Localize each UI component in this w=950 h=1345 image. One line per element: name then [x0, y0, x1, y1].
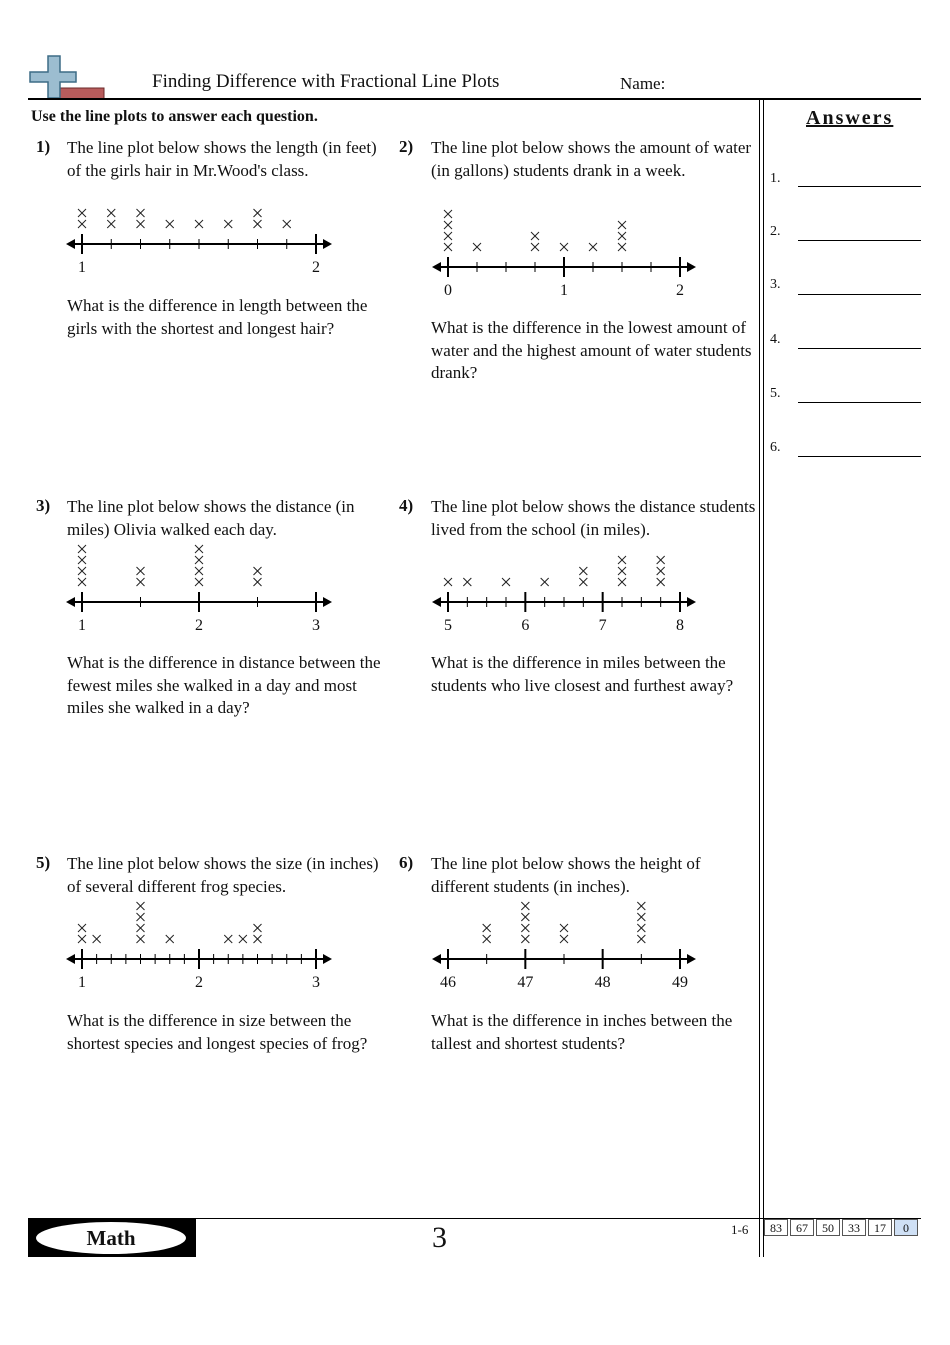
x-mark [483, 935, 491, 943]
x-mark [137, 902, 145, 910]
score-cell: 50 [816, 1219, 840, 1236]
tick-label: 2 [312, 259, 320, 276]
x-mark [166, 935, 174, 943]
x-mark [254, 567, 262, 575]
x-mark [254, 578, 262, 586]
left-arrow-icon [66, 597, 75, 607]
x-mark [444, 578, 452, 586]
tick-label: 2 [195, 974, 203, 991]
x-mark [78, 935, 86, 943]
x-mark [444, 243, 452, 251]
score-cell: 33 [842, 1219, 866, 1236]
question-ask-4: What is the difference in miles between the students who live closest and furthest away? [431, 653, 734, 695]
x-mark [531, 243, 539, 251]
question-text-5: The line plot below shows the size (in inches) of several different frog species. [67, 854, 379, 896]
x-mark [521, 935, 529, 943]
answer-label-6: 6. [770, 440, 781, 455]
x-mark [657, 567, 665, 575]
tick-label: 1 [78, 974, 86, 991]
x-mark [618, 243, 626, 251]
line-plot-3 [64, 538, 344, 638]
x-mark [254, 220, 262, 228]
question-number-6: 6) [399, 853, 414, 872]
x-mark [254, 924, 262, 932]
x-mark [78, 578, 86, 586]
tick-label: 1 [78, 259, 86, 276]
right-arrow-icon [687, 954, 696, 964]
x-mark [637, 924, 645, 932]
score-cell: 83 [764, 1219, 788, 1236]
question-ask-1: What is the difference in length between the girls with the shortest and longest hair? [67, 296, 368, 338]
x-mark [78, 567, 86, 575]
right-arrow-icon [323, 597, 332, 607]
x-mark [618, 578, 626, 586]
x-mark [107, 209, 115, 217]
answer-column-divider [759, 100, 760, 1257]
tick-label: 5 [444, 617, 452, 634]
score-cell: 17 [868, 1219, 892, 1236]
x-mark [195, 220, 203, 228]
x-mark [78, 209, 86, 217]
right-arrow-icon [687, 262, 696, 272]
x-mark [657, 578, 665, 586]
x-mark [637, 913, 645, 921]
x-mark [93, 935, 101, 943]
x-mark [224, 935, 232, 943]
left-arrow-icon [432, 597, 441, 607]
x-mark [444, 232, 452, 240]
instructions: Use the line plots to answer each question. [31, 108, 318, 125]
math-logo-text: Math [36, 1222, 186, 1254]
tick-label: 47 [517, 974, 534, 991]
question-ask-2: What is the difference in the lowest amount of water and the highest amount of water students drank? [431, 318, 752, 382]
x-mark [579, 567, 587, 575]
line-plot-6 [428, 895, 708, 995]
x-mark [195, 578, 203, 586]
tick-label: 7 [598, 617, 607, 634]
question-ask-3: What is the difference in distance between the fewest miles she walked in a day and most miles she walked in a day? [67, 653, 381, 717]
x-mark [531, 232, 539, 240]
x-mark [239, 935, 247, 943]
question-text-1: The line plot below shows the length (in feet) of the girls hair in Mr.Wood's class. [67, 138, 377, 180]
x-mark [637, 935, 645, 943]
x-mark [254, 209, 262, 217]
tick-label: 1 [560, 282, 568, 299]
answers-title: Answers [806, 107, 894, 129]
logo-icon [28, 54, 108, 100]
answer-line-3[interactable] [798, 294, 921, 295]
x-mark [473, 243, 481, 251]
x-mark [137, 220, 145, 228]
x-mark [195, 545, 203, 553]
x-mark [618, 221, 626, 229]
score-cell: 67 [790, 1219, 814, 1236]
x-mark [107, 220, 115, 228]
question-ask-5: What is the difference in size between the shortest species and longest species of frog? [67, 1011, 368, 1053]
x-mark [560, 924, 568, 932]
left-arrow-icon [432, 954, 441, 964]
right-arrow-icon [323, 239, 332, 249]
answer-label-1: 1. [770, 171, 781, 186]
answer-line-5[interactable] [798, 402, 921, 403]
line-plot-5 [64, 895, 344, 995]
x-mark [137, 578, 145, 586]
answer-line-6[interactable] [798, 456, 921, 457]
x-mark [137, 924, 145, 932]
x-mark [78, 545, 86, 553]
x-mark [137, 935, 145, 943]
x-mark [283, 220, 291, 228]
x-mark [657, 556, 665, 564]
right-arrow-icon [687, 597, 696, 607]
worksheet-title: Finding Difference with Fractional Line Plots [152, 71, 500, 92]
question-text-4: The line plot below shows the distance students lived from the school (in miles). [431, 497, 756, 539]
tick-label: 48 [594, 974, 611, 991]
x-mark [521, 902, 529, 910]
line-plot-1 [64, 202, 344, 282]
score-cell: 0 [894, 1219, 918, 1236]
answer-label-4: 4. [770, 332, 781, 347]
question-text-6: The line plot below shows the height of different students (in inches). [431, 854, 701, 896]
x-mark [444, 210, 452, 218]
question-number-2: 2) [399, 137, 414, 156]
line-plot-2 [428, 203, 708, 303]
x-mark [521, 924, 529, 932]
x-mark [254, 935, 262, 943]
x-mark [541, 578, 549, 586]
x-mark [483, 924, 491, 932]
score-range-label: 1-6 [731, 1222, 749, 1237]
question-number-4: 4) [399, 496, 414, 515]
math-logo [28, 1219, 196, 1257]
question-text-2: The line plot below shows the amount of water (in gallons) students drank in a week. [431, 138, 752, 180]
tick-label: 2 [676, 282, 684, 299]
x-mark [195, 556, 203, 564]
tick-label: 3 [312, 974, 320, 991]
question-text-3: The line plot below shows the distance (in miles) Olivia walked each day. [67, 497, 355, 539]
left-arrow-icon [66, 239, 75, 249]
x-mark [78, 556, 86, 564]
x-mark [618, 556, 626, 564]
tick-label: 2 [195, 617, 203, 634]
x-mark [502, 578, 510, 586]
answer-line-4[interactable] [798, 348, 921, 349]
question-number-5: 5) [36, 853, 51, 872]
x-mark [589, 243, 597, 251]
tick-label: 0 [444, 282, 452, 299]
x-mark [137, 913, 145, 921]
question-number-3: 3) [36, 496, 51, 515]
right-arrow-icon [323, 954, 332, 964]
answer-label-5: 5. [770, 386, 781, 401]
tick-label: 6 [521, 617, 530, 634]
tick-label: 1 [78, 617, 86, 634]
question-ask-6: What is the difference in inches between the tallest and shortest students? [431, 1011, 733, 1053]
x-mark [637, 902, 645, 910]
x-mark [579, 578, 587, 586]
tick-label: 49 [672, 974, 688, 991]
x-mark [560, 243, 568, 251]
x-mark [618, 567, 626, 575]
tick-label: 8 [676, 617, 684, 634]
x-mark [137, 209, 145, 217]
x-mark [224, 220, 232, 228]
x-mark [444, 221, 452, 229]
page-number: 3 [432, 1221, 447, 1254]
tick-label: 46 [440, 974, 456, 991]
left-arrow-icon [66, 954, 75, 964]
x-mark [195, 567, 203, 575]
answer-column-divider-inner [763, 100, 764, 1257]
answer-line-2[interactable] [798, 240, 921, 241]
answer-line-1[interactable] [798, 186, 921, 187]
question-number-1: 1) [36, 137, 51, 156]
x-mark [618, 232, 626, 240]
name-label: Name: [620, 74, 666, 93]
x-mark [78, 924, 86, 932]
line-plot-4 [428, 538, 708, 638]
x-mark [78, 220, 86, 228]
x-mark [463, 578, 471, 586]
x-mark [137, 567, 145, 575]
tick-label: 3 [312, 617, 320, 634]
x-mark [560, 935, 568, 943]
left-arrow-icon [432, 262, 441, 272]
answer-label-2: 2. [770, 224, 781, 239]
answer-label-3: 3. [770, 277, 781, 292]
x-mark [521, 913, 529, 921]
header-divider [28, 98, 921, 100]
x-mark [166, 220, 174, 228]
